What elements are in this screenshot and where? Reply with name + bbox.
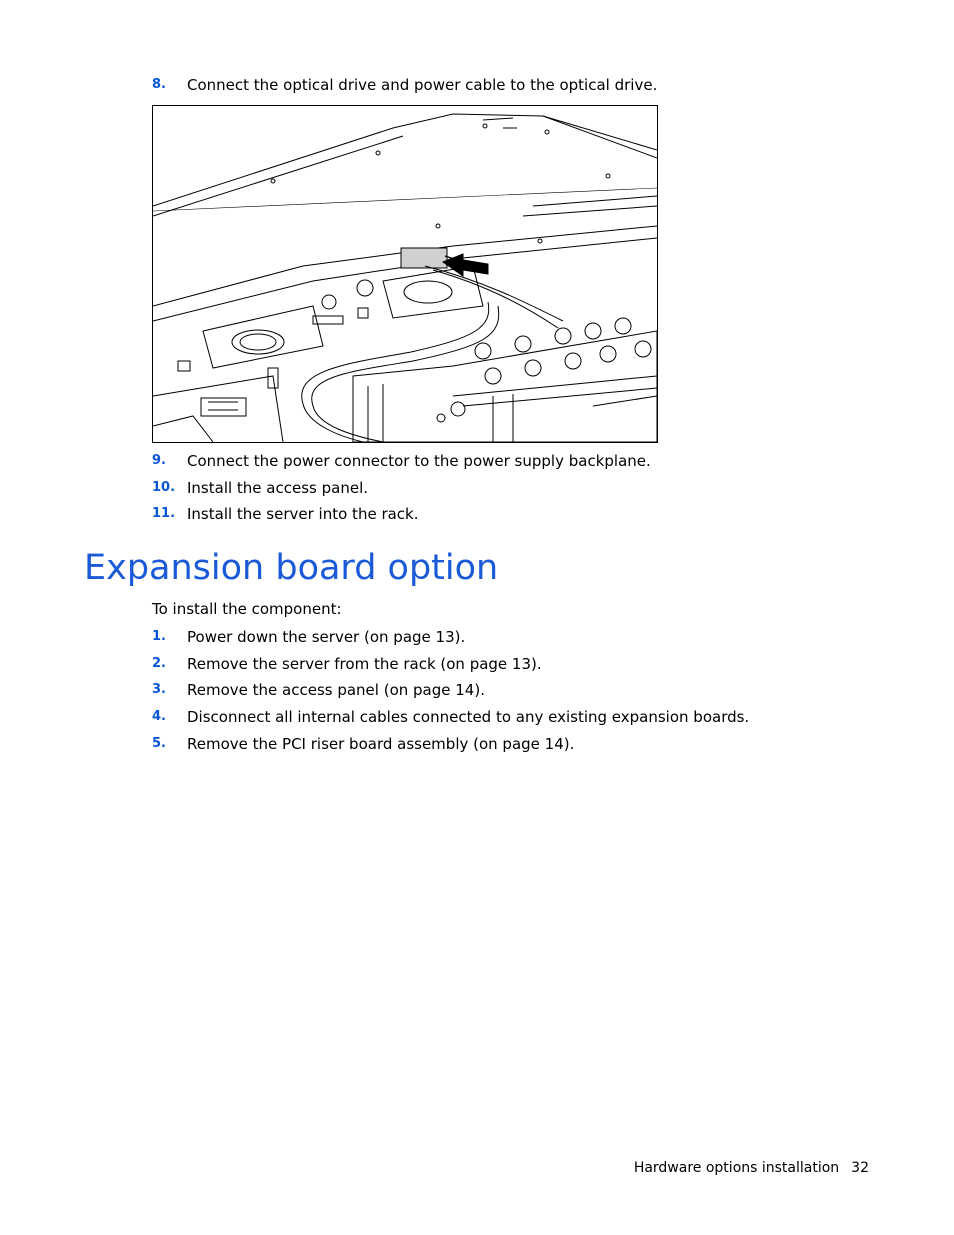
step-number: 10. [152, 480, 176, 495]
step-number: 3. [152, 682, 166, 697]
step-text: Power down the server (on page 13). [187, 628, 466, 646]
step-text: Connect the optical drive and power cable to the optical drive. [187, 76, 658, 94]
step-text: Install the access panel. [187, 479, 369, 497]
step-number: 8. [152, 77, 166, 92]
step-number: 1. [152, 629, 166, 644]
step-number: 4. [152, 709, 166, 724]
page-footer [634, 1158, 869, 1178]
step-text: Remove the PCI riser board assembly (on page 14). [187, 735, 575, 753]
step-number: 5. [152, 736, 166, 751]
step-text: Connect the power connector to the power supply backplane. [187, 452, 651, 470]
step-text: Remove the access panel (on page 14). [187, 681, 485, 699]
step-number: 9. [152, 453, 166, 468]
section-intro: To install the component: [152, 600, 342, 618]
footer-section-name: Hardware options installation [633, 1160, 840, 1176]
step-number: 2. [152, 656, 166, 671]
step-text: Install the server into the rack. [187, 505, 419, 523]
optical-drive-cable-illustration [152, 105, 658, 443]
step-number: 11. [152, 506, 176, 521]
section-heading: Expansion board option [84, 548, 499, 588]
step-text: Disconnect all internal cables connected to any existing expansion boards. [187, 708, 750, 726]
page-number: 32 [851, 1160, 869, 1176]
step-text: Remove the server from the rack (on page 13). [187, 655, 542, 673]
